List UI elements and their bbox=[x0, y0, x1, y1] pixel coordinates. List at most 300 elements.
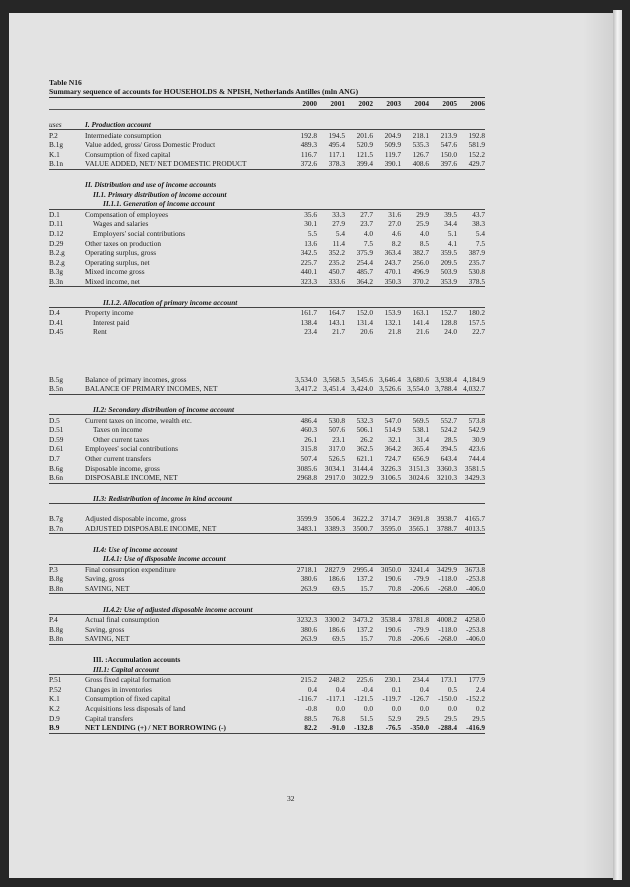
row-label bbox=[85, 584, 289, 594]
value-cell: 29.9 bbox=[416, 209, 429, 219]
value-cell: 3360.3 bbox=[436, 463, 457, 473]
row-label bbox=[85, 267, 289, 277]
row-label bbox=[85, 685, 289, 695]
spacer-row bbox=[49, 594, 485, 605]
value-cell: -132.8 bbox=[345, 723, 373, 733]
value-cell: -350.0 bbox=[401, 723, 429, 733]
row-label-text: Wages and salaries bbox=[93, 219, 149, 229]
row-code: P.51 bbox=[49, 675, 62, 685]
value-cell: 128.8 bbox=[440, 317, 457, 327]
value-cell: 542.9 bbox=[468, 425, 485, 435]
section-heading-row bbox=[49, 544, 485, 554]
value-cell: 0.0 bbox=[335, 703, 345, 713]
value-cell: 32.1 bbox=[388, 434, 401, 444]
row-label bbox=[85, 219, 289, 229]
value-cell: -117.1 bbox=[326, 694, 345, 704]
value-cell: 3781.8 bbox=[408, 615, 429, 625]
value-cell: 0.1 bbox=[391, 684, 401, 694]
row-label-text: Consumption of fixed capital bbox=[85, 694, 171, 704]
value-cell: 3,554.0 bbox=[401, 384, 429, 394]
value-cell: -406.0 bbox=[457, 584, 485, 594]
table-row bbox=[49, 674, 485, 684]
value-cell: 3506.4 bbox=[324, 514, 345, 524]
value-cell: 3232.3 bbox=[296, 615, 317, 625]
value-cell: 2917.0 bbox=[317, 473, 345, 483]
value-cell: 28.5 bbox=[444, 434, 457, 444]
row-label bbox=[85, 625, 289, 635]
row-label-text: Gross fixed capital formation bbox=[85, 675, 171, 685]
table-row bbox=[49, 327, 485, 337]
row-code: D.29 bbox=[49, 238, 64, 248]
value-cell: 0.0 bbox=[419, 703, 429, 713]
value-cell: 8.5 bbox=[419, 238, 429, 248]
table-row bbox=[49, 625, 485, 635]
value-cell: 192.8 bbox=[300, 130, 317, 140]
table-row bbox=[49, 723, 485, 733]
value-cell: -206.6 bbox=[401, 584, 429, 594]
row-label-text: Other current taxes bbox=[93, 434, 149, 444]
value-cell: 375.9 bbox=[356, 248, 373, 258]
value-cell: 724.7 bbox=[384, 454, 401, 464]
table-row bbox=[49, 713, 485, 723]
value-cell: 4.0 bbox=[363, 228, 373, 238]
value-cell: 33.3 bbox=[332, 209, 345, 219]
value-cell: 225.7 bbox=[300, 257, 317, 267]
row-label bbox=[85, 634, 289, 644]
value-cell: 372.6 bbox=[289, 159, 317, 169]
value-cell: 192.8 bbox=[468, 130, 485, 140]
value-cell: 21.7 bbox=[332, 327, 345, 337]
row-code: P.2 bbox=[49, 130, 58, 140]
section-heading bbox=[85, 544, 485, 554]
value-cell: 164.7 bbox=[328, 308, 345, 318]
section-heading-row bbox=[49, 664, 485, 674]
row-label-text: Actual final consumption bbox=[85, 615, 160, 625]
section-title: II.4.1: Use of disposable income account bbox=[103, 554, 226, 564]
value-cell: 514.9 bbox=[384, 425, 401, 435]
spacer-row bbox=[49, 394, 485, 405]
spacer-row bbox=[49, 504, 485, 515]
value-cell: -253.8 bbox=[466, 624, 485, 634]
value-cell: 547.0 bbox=[384, 415, 401, 425]
table-row bbox=[49, 307, 485, 317]
accounts-table bbox=[49, 98, 485, 734]
row-code: B.8g bbox=[49, 624, 63, 634]
year-header: 2003 bbox=[373, 98, 401, 110]
value-cell: 353.9 bbox=[429, 277, 457, 287]
row-code: B.1g bbox=[49, 140, 63, 150]
row-label bbox=[85, 564, 289, 574]
value-cell: 218.1 bbox=[412, 130, 429, 140]
row-label-text: Disposable income, gross bbox=[85, 463, 160, 473]
value-cell: 317.0 bbox=[328, 444, 345, 454]
value-cell: 3595.0 bbox=[373, 524, 401, 534]
value-cell: 3210.3 bbox=[429, 473, 457, 483]
value-cell: 3,424.0 bbox=[345, 384, 373, 394]
value-cell: 3106.5 bbox=[373, 473, 401, 483]
table-row bbox=[49, 229, 485, 239]
row-code: B.8n bbox=[49, 584, 85, 594]
row-code: B.6g bbox=[49, 463, 63, 473]
page-shadow bbox=[583, 13, 613, 878]
row-label-text: Value added, gross/ Gross Domestic Product bbox=[85, 140, 216, 150]
row-label-text: SAVING, NET bbox=[85, 583, 130, 593]
value-cell: 163.1 bbox=[412, 308, 429, 318]
value-cell: 25.9 bbox=[416, 219, 429, 229]
value-cell: 152.7 bbox=[440, 308, 457, 318]
row-label-text: Interest paid bbox=[93, 317, 130, 327]
value-cell: 23.7 bbox=[360, 219, 373, 229]
value-cell: 52.9 bbox=[388, 713, 401, 723]
row-label bbox=[85, 713, 289, 723]
value-cell: 378.3 bbox=[317, 159, 345, 169]
row-label-text: Consumption of fixed capital bbox=[85, 149, 171, 159]
value-cell: 39.5 bbox=[444, 209, 457, 219]
value-cell: 186.6 bbox=[328, 624, 345, 634]
row-code: B.3n bbox=[49, 277, 85, 287]
value-cell: 3,568.5 bbox=[323, 374, 345, 384]
spacer-row bbox=[49, 337, 485, 365]
year-header: 2001 bbox=[317, 98, 345, 110]
row-label-text: Other current transfers bbox=[85, 454, 152, 464]
value-cell: 209.5 bbox=[440, 257, 457, 267]
table-row bbox=[49, 318, 485, 328]
row-label-text: VALUE ADDED, NET/ NET DOMESTIC PRODUCT bbox=[85, 159, 247, 169]
table-row bbox=[49, 425, 485, 435]
value-cell: 3483.1 bbox=[289, 524, 317, 534]
table-row bbox=[49, 614, 485, 624]
table-container bbox=[49, 78, 485, 734]
table-row bbox=[49, 473, 485, 483]
section-heading-row bbox=[49, 189, 485, 199]
value-cell: 496.9 bbox=[412, 267, 429, 277]
value-cell: 23.4 bbox=[304, 327, 317, 337]
value-cell: 495.4 bbox=[328, 140, 345, 150]
value-cell: 11.4 bbox=[332, 238, 345, 248]
row-label-text: Employees' social contributions bbox=[85, 444, 178, 454]
value-cell: 440.1 bbox=[300, 267, 317, 277]
value-cell: -118.0 bbox=[438, 624, 457, 634]
row-code: B.5n bbox=[49, 384, 85, 394]
value-cell: 3673.8 bbox=[464, 564, 485, 574]
value-cell: 180.2 bbox=[468, 308, 485, 318]
value-cell: 0.4 bbox=[335, 684, 345, 694]
row-label-text: Saving, gross bbox=[85, 624, 125, 634]
value-cell: 2995.4 bbox=[352, 564, 373, 574]
section-heading bbox=[85, 554, 485, 564]
section-heading-row bbox=[49, 554, 485, 564]
value-cell: 4258.0 bbox=[464, 615, 485, 625]
value-cell: 3938.7 bbox=[436, 514, 457, 524]
year-header-row bbox=[49, 98, 485, 110]
value-cell: 342.5 bbox=[300, 248, 317, 258]
value-cell: 0.0 bbox=[363, 703, 373, 713]
row-code: B.9 bbox=[49, 723, 85, 733]
value-cell: 5.1 bbox=[447, 228, 457, 238]
value-cell: 2718.1 bbox=[296, 564, 317, 574]
row-label bbox=[85, 574, 289, 584]
section-title: II.4.2: Use of adjusted disposable income account bbox=[103, 604, 253, 614]
spacer-row bbox=[49, 644, 485, 655]
value-cell: 263.9 bbox=[289, 584, 317, 594]
value-cell: 31.4 bbox=[416, 434, 429, 444]
page-edge bbox=[613, 10, 622, 880]
value-cell: 26.1 bbox=[304, 434, 317, 444]
table-row bbox=[49, 524, 485, 534]
value-cell: 201.6 bbox=[356, 130, 373, 140]
section-heading-row bbox=[49, 655, 485, 665]
row-label-text: Employers' social contributions bbox=[93, 228, 186, 238]
row-code: B.2.g bbox=[49, 248, 65, 258]
row-label-text: Taxes on income bbox=[93, 425, 143, 435]
value-cell: 15.7 bbox=[345, 634, 373, 644]
row-code: D.61 bbox=[49, 444, 64, 454]
value-cell: 3565.1 bbox=[401, 524, 429, 534]
value-cell: 552.7 bbox=[440, 415, 457, 425]
row-label bbox=[85, 384, 289, 394]
table-row bbox=[49, 248, 485, 258]
value-cell: 0.0 bbox=[391, 703, 401, 713]
value-cell: 315.8 bbox=[300, 444, 317, 454]
value-cell: 194.5 bbox=[328, 130, 345, 140]
value-cell: 131.4 bbox=[356, 317, 373, 327]
spacer-row bbox=[49, 109, 485, 120]
value-cell: 225.6 bbox=[356, 675, 373, 685]
section-title: II.1.1. Generation of income account bbox=[103, 199, 215, 209]
value-cell: -79.9 bbox=[413, 624, 429, 634]
value-cell: 3050.0 bbox=[380, 564, 401, 574]
value-cell: -0.8 bbox=[305, 703, 317, 713]
value-cell: 3024.6 bbox=[401, 473, 429, 483]
value-cell: 21.6 bbox=[416, 327, 429, 337]
value-cell: 390.1 bbox=[373, 159, 401, 169]
value-cell: 4.1 bbox=[447, 238, 457, 248]
value-cell: 380.6 bbox=[300, 624, 317, 634]
value-cell: 21.8 bbox=[388, 327, 401, 337]
value-cell: 69.5 bbox=[317, 634, 345, 644]
value-cell: 507.6 bbox=[328, 425, 345, 435]
row-code: K.1 bbox=[49, 694, 60, 704]
table-row bbox=[49, 219, 485, 229]
row-label bbox=[85, 425, 289, 435]
row-label-text: Capital transfers bbox=[85, 713, 134, 723]
row-label-text: Adjusted disposable income, gross bbox=[85, 514, 187, 524]
value-cell: 254.4 bbox=[356, 257, 373, 267]
value-cell: 38.3 bbox=[472, 219, 485, 229]
section-title: III. :Accumulation accounts bbox=[93, 654, 181, 664]
row-code: B.7n bbox=[49, 524, 85, 534]
value-cell: 507.4 bbox=[300, 454, 317, 464]
value-cell: -119.7 bbox=[382, 694, 401, 704]
row-label-text: Intermediate consumption bbox=[85, 130, 162, 140]
value-cell: 190.6 bbox=[384, 574, 401, 584]
table-row bbox=[49, 584, 485, 594]
row-label bbox=[85, 140, 289, 150]
value-cell: 119.7 bbox=[384, 149, 401, 159]
value-cell: 70.8 bbox=[373, 584, 401, 594]
value-cell: 215.2 bbox=[300, 675, 317, 685]
row-label-text: Property income bbox=[85, 308, 134, 318]
table-row bbox=[49, 209, 485, 219]
value-cell: -91.0 bbox=[317, 723, 345, 733]
value-cell: 524.2 bbox=[440, 425, 457, 435]
spacer-row bbox=[49, 534, 485, 545]
value-cell: 116.7 bbox=[300, 149, 317, 159]
year-header: 2005 bbox=[429, 98, 457, 110]
value-cell: 506.1 bbox=[356, 425, 373, 435]
row-label-text: Balance of primary incomes, gross bbox=[85, 374, 187, 384]
year-header: 2000 bbox=[289, 98, 317, 110]
value-cell: 27.0 bbox=[388, 219, 401, 229]
value-cell: 4.6 bbox=[391, 228, 401, 238]
section-heading-row bbox=[49, 120, 485, 130]
row-code: B.1n bbox=[49, 159, 85, 169]
row-label bbox=[85, 375, 289, 385]
value-cell: 35.6 bbox=[304, 209, 317, 219]
value-cell: 204.9 bbox=[384, 130, 401, 140]
row-label bbox=[85, 514, 289, 524]
value-cell: 150.0 bbox=[440, 149, 457, 159]
row-label bbox=[85, 318, 289, 328]
value-cell: 4,032.7 bbox=[457, 384, 485, 394]
row-code: D.5 bbox=[49, 415, 60, 425]
value-cell: 530.8 bbox=[328, 415, 345, 425]
year-header: 2006 bbox=[457, 98, 485, 110]
row-code: K.2 bbox=[49, 703, 60, 713]
value-cell: 243.7 bbox=[384, 257, 401, 267]
row-code: D.45 bbox=[49, 327, 64, 337]
value-cell: 213.9 bbox=[440, 130, 457, 140]
value-cell: 323.3 bbox=[289, 277, 317, 287]
value-cell: 538.1 bbox=[412, 425, 429, 435]
table-row bbox=[49, 704, 485, 714]
value-cell: 0.4 bbox=[307, 684, 317, 694]
value-cell: -406.0 bbox=[457, 634, 485, 644]
section-heading-row bbox=[49, 494, 485, 504]
section-heading bbox=[85, 297, 485, 307]
table-row bbox=[49, 384, 485, 394]
table-row bbox=[49, 514, 485, 524]
value-cell: 3,534.0 bbox=[295, 374, 317, 384]
value-cell: 173.1 bbox=[440, 675, 457, 685]
value-cell: 333.6 bbox=[317, 277, 345, 287]
value-cell: 535.3 bbox=[412, 140, 429, 150]
value-cell: -0.4 bbox=[361, 684, 373, 694]
value-cell: 359.5 bbox=[440, 248, 457, 258]
value-cell: 3691.8 bbox=[408, 514, 429, 524]
row-label-text: Current taxes on income, wealth etc. bbox=[85, 415, 192, 425]
row-code: P.4 bbox=[49, 615, 58, 625]
value-cell: 3,938.4 bbox=[435, 374, 457, 384]
value-cell: 23.1 bbox=[332, 434, 345, 444]
value-cell: 153.9 bbox=[384, 308, 401, 318]
row-code: B.2.g bbox=[49, 257, 65, 267]
section-title: II.1.2. Allocation of primary income account bbox=[103, 297, 238, 307]
row-code: D.41 bbox=[49, 317, 64, 327]
value-cell: 2827.9 bbox=[324, 564, 345, 574]
row-label-text: Mixed income gross bbox=[85, 267, 145, 277]
value-cell: 526.5 bbox=[328, 454, 345, 464]
value-cell: 69.5 bbox=[317, 584, 345, 594]
value-cell: 362.5 bbox=[356, 444, 373, 454]
value-cell: 8.2 bbox=[391, 238, 401, 248]
table-row bbox=[49, 277, 485, 287]
spacer-row bbox=[49, 169, 485, 180]
value-cell: 7.5 bbox=[475, 238, 485, 248]
value-cell: 27.9 bbox=[332, 219, 345, 229]
row-label-text: DISPOSABLE INCOME, NET bbox=[85, 473, 178, 483]
value-cell: -150.0 bbox=[438, 694, 457, 704]
value-cell: 88.5 bbox=[304, 713, 317, 723]
section-heading bbox=[85, 494, 485, 504]
row-code: B.6n bbox=[49, 473, 85, 483]
value-cell: 256.0 bbox=[412, 257, 429, 267]
value-cell: -288.4 bbox=[429, 723, 457, 733]
value-cell: 547.6 bbox=[440, 140, 457, 150]
row-label-text: Saving, gross bbox=[85, 574, 125, 584]
value-cell: 15.7 bbox=[345, 584, 373, 594]
value-cell: 378.5 bbox=[457, 277, 485, 287]
value-cell: 532.3 bbox=[356, 415, 373, 425]
row-code: D.11 bbox=[49, 219, 64, 229]
value-cell: 530.8 bbox=[468, 267, 485, 277]
value-cell: 117.1 bbox=[328, 149, 345, 159]
value-cell: 20.6 bbox=[360, 327, 373, 337]
value-cell: 364.2 bbox=[345, 277, 373, 287]
row-label bbox=[85, 723, 289, 733]
value-cell: 3241.4 bbox=[408, 564, 429, 574]
value-cell: 190.6 bbox=[384, 624, 401, 634]
row-code: P.3 bbox=[49, 564, 58, 574]
value-cell: 24.0 bbox=[444, 327, 457, 337]
row-label-text: Acquisitions less disposals of land bbox=[85, 703, 186, 713]
table-row bbox=[49, 150, 485, 160]
table-row bbox=[49, 435, 485, 445]
value-cell: 397.6 bbox=[429, 159, 457, 169]
value-cell: 3,788.4 bbox=[429, 384, 457, 394]
value-cell: 0.4 bbox=[419, 684, 429, 694]
section-title: II. Distribution and use of income accounts bbox=[85, 179, 217, 189]
row-label bbox=[85, 238, 289, 248]
value-cell: 51.5 bbox=[360, 713, 373, 723]
value-cell: 152.0 bbox=[356, 308, 373, 318]
value-cell: 3,417.2 bbox=[289, 384, 317, 394]
table-row bbox=[49, 130, 485, 140]
value-cell: 350.3 bbox=[373, 277, 401, 287]
value-cell: 230.1 bbox=[384, 675, 401, 685]
section-heading bbox=[85, 189, 485, 199]
value-cell: 2.4 bbox=[475, 684, 485, 694]
value-cell: 0.0 bbox=[447, 703, 457, 713]
value-cell: 234.4 bbox=[412, 675, 429, 685]
value-cell: 3144.4 bbox=[352, 463, 373, 473]
value-cell: 26.2 bbox=[360, 434, 373, 444]
section-heading-row bbox=[49, 405, 485, 415]
section-heading bbox=[85, 655, 485, 665]
row-label bbox=[85, 435, 289, 445]
row-code: B.8n bbox=[49, 634, 85, 644]
value-cell: 5.4 bbox=[335, 228, 345, 238]
table-row bbox=[49, 375, 485, 385]
row-label bbox=[85, 159, 289, 169]
section-heading-row bbox=[49, 180, 485, 190]
value-cell: 3599.9 bbox=[296, 514, 317, 524]
value-cell: 450.7 bbox=[328, 267, 345, 277]
table-row bbox=[49, 564, 485, 574]
value-cell: -126.7 bbox=[410, 694, 429, 704]
value-cell: 137.2 bbox=[356, 574, 373, 584]
row-label-text: Final consumption expenditure bbox=[85, 564, 176, 574]
